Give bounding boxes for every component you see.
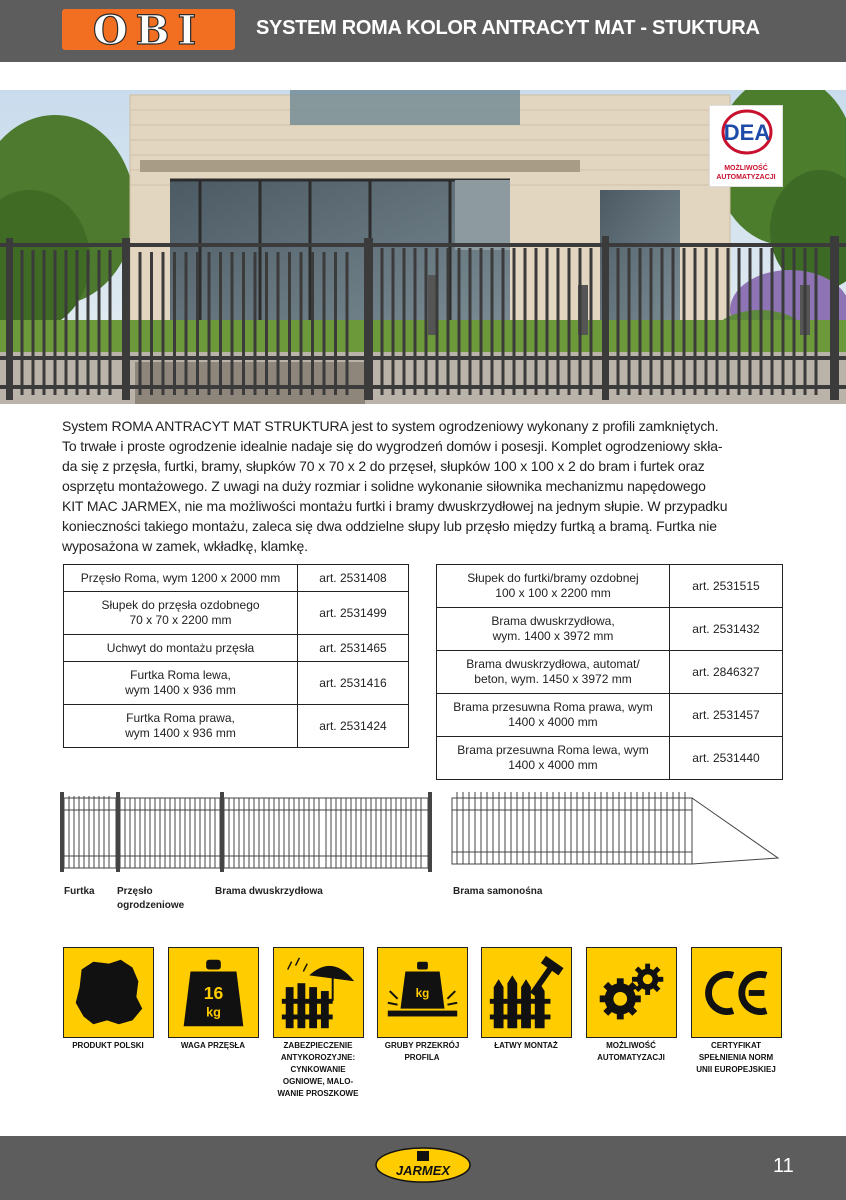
table-row (437, 651, 783, 694)
weight-icon (168, 947, 259, 1038)
product-name-line: beton, wym. 1450 x 3972 mm (474, 672, 632, 686)
product-name-line: Brama przesuwna Roma lewa, wym (457, 743, 649, 757)
product-name-line: Brama przesuwna Roma prawa, wym (453, 700, 653, 714)
article-number-cell: art. 2531416 (298, 662, 409, 705)
gear-tooth (632, 977, 640, 982)
feature-label-produkt-polski: PRODUKT POLSKI (72, 1041, 144, 1050)
page-header (0, 0, 846, 62)
table-row (64, 705, 409, 748)
umbrella-fence-icon (273, 947, 364, 1038)
table-row (64, 662, 409, 705)
article-number-cell: art. 2531515 (670, 565, 783, 608)
table-row (64, 565, 409, 592)
description-line: osprzętu montażowego. Z uwagi na duży rozmiar i solidne wykonanie siłownika mechanizmu napędowego (62, 478, 706, 494)
gear-tooth (655, 977, 663, 982)
feature-label-certyfikat: CERTYFIKAT SPEŁNIENIA NORM UNII EUROPEJSKIEJ (696, 1041, 776, 1074)
svg-text:kg: kg (415, 986, 430, 1000)
feature-label-latwy-montaz: ŁATWY MONTAŻ (494, 1041, 558, 1050)
article-number-cell: art. 2531499 (298, 592, 409, 635)
product-name-line: Słupek do furtki/bramy ozdobnej (467, 571, 639, 585)
product-name-cell (64, 592, 298, 635)
product-description (62, 416, 784, 556)
svg-text:16: 16 (203, 982, 224, 1003)
article-number-cell: art. 2531465 (298, 635, 409, 662)
table-row (64, 635, 409, 662)
product-name-cell (64, 565, 298, 592)
product-name-cell (64, 635, 298, 662)
article-number-cell: art. 2531432 (670, 608, 783, 651)
product-name-cell (437, 737, 670, 780)
product-name-cell (437, 608, 670, 651)
table-row (437, 565, 783, 608)
feature-label-waga: WAGA PRZĘSŁA (180, 1041, 246, 1050)
product-name-line: Brama dwuskrzydłowa, automat/ (466, 657, 640, 671)
product-name-cell (437, 694, 670, 737)
product-name-line: wym. 1400 x 3972 mm (492, 629, 614, 643)
product-name-line: 1400 x 4000 mm (508, 715, 598, 729)
svg-text:kg: kg (206, 1004, 221, 1020)
gear-tooth (617, 1012, 624, 1020)
gears-icon (586, 947, 677, 1038)
heavy-profile-icon (377, 947, 468, 1038)
gate-drawing (64, 798, 116, 868)
gear-tooth (600, 995, 608, 1002)
gear-tooth (645, 987, 650, 995)
jarmex-logo (375, 1147, 471, 1183)
product-name-line: wym 1400 x 936 mm (125, 726, 236, 740)
description-line: wyposażona w zamek, wkładkę, klamkę. (62, 538, 308, 554)
badge-line-1: MOŻLIWOŚĆ (724, 165, 768, 172)
hammer-fence-icon (481, 947, 572, 1038)
article-number-cell: art. 2531440 (670, 737, 783, 780)
product-name-cell (437, 565, 670, 608)
svg-text:DEA: DEA (723, 120, 771, 145)
description-line: da się z przęsła, furtki, bramy, słupków 70 x 70 x 2 do przęseł, słupków 100 x 100 x 2 do bram i furtek oraz (62, 458, 705, 474)
product-name-line: 70 x 70 x 2200 mm (129, 613, 232, 627)
dea-logo (710, 106, 784, 164)
product-name-line: Słupek do przęsła ozdobnego (101, 598, 260, 612)
svg-text:JARMEX: JARMEX (395, 1163, 451, 1178)
page-number: 11 (773, 1155, 794, 1177)
product-name-line: 100 x 100 x 2200 mm (495, 586, 611, 600)
product-name-line: Brama dwuskrzydłowa, (491, 614, 615, 628)
sliding-gate-drawing (452, 798, 692, 864)
product-name-line: 1400 x 4000 mm (508, 758, 598, 772)
product-name-cell (64, 705, 298, 748)
description-line: konieczności takiego montażu, zaleca się dwa oddzielne słupy lub przęsło między furtką a bramą. Furtka nie (62, 518, 717, 534)
gear-tooth (645, 964, 650, 972)
product-table-left (63, 564, 409, 748)
description-line: KIT MAC JARMEX, nie ma możliwości montażu furtki i bramy dwuskrzydłowej na jednym słupie. W przypadku (62, 498, 728, 514)
label-brama-dwuskrzydlowa: Brama dwuskrzydłowa (215, 886, 323, 897)
article-number-cell: art. 2531424 (298, 705, 409, 748)
label-przeslo-2: ogrodzeniowe (117, 900, 185, 911)
article-number-cell: art. 2846327 (670, 651, 783, 694)
page-title: SYSTEM ROMA KOLOR ANTRACYT MAT - STUKTURA (256, 17, 760, 39)
dea-automation-badge (709, 105, 783, 187)
product-table-right (436, 564, 783, 780)
table-row (437, 737, 783, 780)
feature-label-automatyzacja: MOŻLIWOŚĆ AUTOMATYZACJI (597, 1041, 665, 1062)
feature-label-zabezpieczenie: ZABEZPIECZENIE ANTYKOROZYJNE: CYNKOWANIE OGNIOWE, MALO- WANIE PROSZKOWE (277, 1041, 359, 1098)
product-name-line: Przęsło Roma, wym 1200 x 2000 mm (80, 570, 281, 585)
table-row (64, 592, 409, 635)
label-przeslo: Przęsło (117, 886, 153, 897)
label-brama-samonosna: Brama samonośna (453, 886, 543, 897)
feature-label-gruby-przekroj: GRUBY PRZEKRÓJ PROFILA (384, 1041, 460, 1062)
gear-tooth (633, 995, 641, 1002)
label-furtka: Furtka (64, 886, 95, 897)
product-name-cell (64, 662, 298, 705)
gear-tooth (617, 978, 624, 986)
fence-drawings (60, 788, 786, 874)
product-name-line: Furtka Roma prawa, (126, 711, 235, 725)
table-row (437, 694, 783, 737)
product-name-cell (437, 651, 670, 694)
obi-logo (62, 9, 235, 50)
description-line: System ROMA ANTRACYT MAT STRUKTURA jest to system ogrodzeniowy wykonany z profili zamkniętych. (62, 418, 719, 434)
svg-text:OBI: OBI (92, 9, 205, 50)
product-name-line: Furtka Roma lewa, (130, 668, 231, 682)
badge-line-2: AUTOMATYZACJI (716, 174, 776, 181)
product-name-line: wym 1400 x 936 mm (125, 683, 236, 697)
article-number-cell: art. 2531457 (670, 694, 783, 737)
product-name-line: Uchwyt do montażu przęsła (106, 640, 255, 655)
ce-mark-icon (691, 947, 782, 1038)
table-row (437, 608, 783, 651)
description-line: To trwałe i proste ogrodzenie idealnie nadaje się do wygrodzeń domów i posesji. Komplet ogrodzeniowy skła- (62, 438, 723, 454)
poland-map-icon (63, 947, 154, 1038)
article-number-cell: art. 2531408 (298, 565, 409, 592)
